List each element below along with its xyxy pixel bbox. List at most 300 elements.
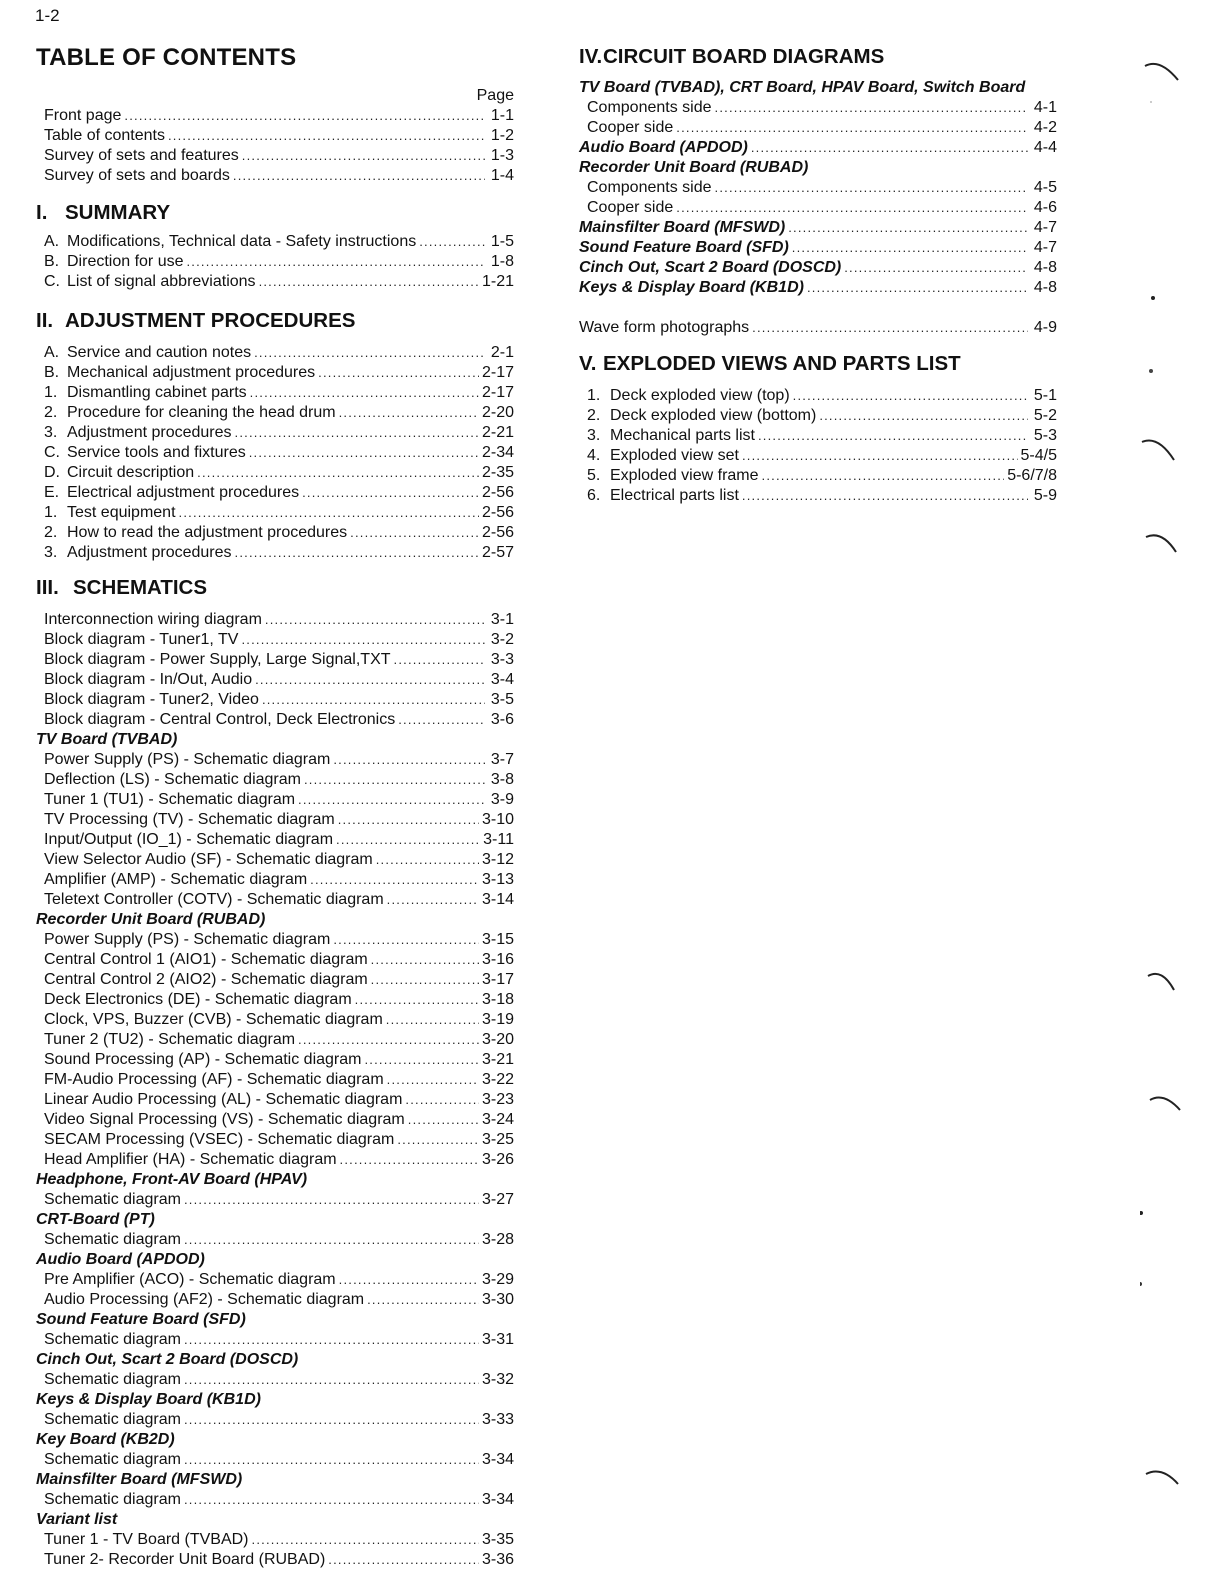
toc-entry-prefix: 6. xyxy=(587,487,601,504)
toc-entry-prefix: 1. xyxy=(44,384,58,401)
toc-entry-page: 3-28 xyxy=(481,1231,514,1248)
toc-entry[interactable] xyxy=(44,463,514,483)
dot-leader xyxy=(187,252,486,272)
toc-entry-text: Block diagram - In/Out, Audio xyxy=(44,671,253,688)
toc-entry-page: 3-10 xyxy=(481,811,514,828)
toc-entry[interactable] xyxy=(44,930,514,950)
toc-entry-page: 2-1 xyxy=(490,344,514,361)
toc-entry-label xyxy=(44,750,333,770)
dot-leader xyxy=(715,98,1028,118)
toc-entry-label xyxy=(44,990,355,1010)
toc-entry-page: 3-26 xyxy=(481,1151,514,1168)
toc-entry[interactable] xyxy=(579,238,1057,258)
dot-leader xyxy=(387,1070,479,1090)
toc-entry[interactable] xyxy=(44,630,514,650)
toc-entry-page: 4-7 xyxy=(1033,239,1057,256)
board-group xyxy=(36,1230,514,1250)
toc-entry[interactable] xyxy=(44,1010,514,1030)
toc-entry[interactable] xyxy=(587,98,1057,118)
toc-entry[interactable] xyxy=(44,423,514,443)
dot-leader xyxy=(333,930,479,950)
toc-entry-label xyxy=(44,1450,184,1470)
toc-entry-label xyxy=(587,406,819,426)
board-heading: Headphone, Front-AV Board (HPAV) xyxy=(36,1171,308,1188)
toc-entry-text: Service tools and fixtures xyxy=(67,444,246,461)
toc-entry-page: 3-20 xyxy=(481,1031,514,1048)
dot-leader xyxy=(752,318,1028,338)
toc-entry-label xyxy=(587,386,793,406)
toc-entry-page: 3-34 xyxy=(481,1451,514,1468)
toc-entry-page: 5-3 xyxy=(1033,427,1057,444)
section-heading xyxy=(36,198,514,228)
toc-entry-label xyxy=(44,790,298,810)
dot-leader xyxy=(242,146,485,166)
toc-entry-label xyxy=(44,670,255,690)
dot-leader xyxy=(310,870,479,890)
toc-entry[interactable] xyxy=(44,1130,514,1150)
dot-leader xyxy=(340,1150,479,1170)
toc-entry-text: Keys & Display Board (KB1D) xyxy=(579,279,804,296)
dot-leader xyxy=(336,830,480,850)
toc-entry-text: Procedure for cleaning the head drum xyxy=(67,404,336,421)
board-group xyxy=(36,1270,514,1310)
toc-entry-label xyxy=(44,232,419,252)
toc-entry-label xyxy=(44,1270,339,1290)
toc-entry-page: 3-15 xyxy=(481,931,514,948)
block-diagram-list xyxy=(36,610,514,730)
toc-entry[interactable] xyxy=(44,166,514,186)
toc-entry[interactable] xyxy=(44,483,514,503)
toc-entry-page: 5-1 xyxy=(1033,387,1057,404)
subsection-heading: TV Board (TVBAD), CRT Board, HPAV Board, Switch Board xyxy=(579,79,1026,96)
dot-leader xyxy=(394,650,485,670)
toc-entry-text: Deflection (LS) - Schematic diagram xyxy=(44,771,301,788)
toc-entry-text: Wave form photographs xyxy=(579,319,750,336)
toc-entry-text: Test equipment xyxy=(67,504,176,521)
toc-entry-text: FM-Audio Processing (AF) - Schematic diagram xyxy=(44,1071,384,1088)
toc-entry-label xyxy=(44,1230,184,1250)
toc-entry[interactable] xyxy=(579,138,1057,158)
summary-list xyxy=(36,232,514,292)
toc-entry-text: Amplifier (AMP) - Schematic diagram xyxy=(44,871,308,888)
toc-entry-label xyxy=(44,1070,387,1090)
section-title: EXPLODED VIEWS AND PARTS LIST xyxy=(603,352,961,375)
toc-entry-page: 3-9 xyxy=(490,791,514,808)
toc-entry-page: 5-2 xyxy=(1033,407,1057,424)
toc-entry[interactable] xyxy=(44,770,514,790)
toc-entry[interactable] xyxy=(44,690,514,710)
section-heading xyxy=(36,573,514,603)
dot-leader xyxy=(397,1130,479,1150)
toc-entry-label xyxy=(587,98,715,118)
scan-mark xyxy=(1145,64,1178,80)
toc-entry[interactable] xyxy=(44,106,514,126)
dot-leader xyxy=(387,890,479,910)
section-title: ADJUSTMENT PROCEDURES xyxy=(65,309,356,332)
toc-entry-text: Block diagram - Tuner1, TV xyxy=(44,631,239,648)
toc-entry-label xyxy=(587,118,676,138)
dot-leader xyxy=(262,690,485,710)
toc-entry-page: 4-1 xyxy=(1033,99,1057,116)
toc-entry[interactable] xyxy=(44,710,514,730)
toc-entry[interactable] xyxy=(44,650,514,670)
section-heading xyxy=(579,349,1057,379)
toc-entry-page: 2-21 xyxy=(481,424,514,441)
toc-entry[interactable] xyxy=(44,1450,514,1470)
toc-entry[interactable] xyxy=(44,1370,514,1390)
toc-entry[interactable] xyxy=(579,218,1057,238)
toc-entry-page: 3-31 xyxy=(481,1331,514,1348)
toc-entry[interactable] xyxy=(44,990,514,1010)
board-heading: Variant list xyxy=(36,1511,118,1528)
toc-entry-text: Modifications, Technical data - Safety instructions xyxy=(67,233,417,250)
toc-entry[interactable] xyxy=(44,1270,514,1290)
toc-entry-label xyxy=(44,423,235,443)
toc-entry[interactable] xyxy=(587,426,1057,446)
dot-leader xyxy=(398,710,485,730)
toc-entry-page: 2-56 xyxy=(481,504,514,521)
dot-leader xyxy=(304,770,485,790)
toc-entry-label xyxy=(44,106,124,126)
toc-entry-label xyxy=(44,1410,184,1430)
toc-entry-page: 3-4 xyxy=(490,671,514,688)
toc-entry-text: Tuner 2- Recorder Unit Board (RUBAD) xyxy=(44,1551,326,1568)
toc-entry[interactable] xyxy=(44,610,514,630)
board-heading: CRT-Board (PT) xyxy=(36,1211,155,1228)
page-number: 1-2 xyxy=(35,6,60,25)
scan-mark xyxy=(1140,1282,1142,1286)
toc-entry-page: 1-4 xyxy=(490,167,514,184)
scan-mark xyxy=(1146,535,1176,552)
toc-entry-page: 3-36 xyxy=(481,1551,514,1568)
toc-entry-text: Survey of sets and features xyxy=(44,147,239,164)
toc-entry-page: 4-2 xyxy=(1033,119,1057,136)
scan-mark xyxy=(1140,1211,1143,1215)
toc-entry[interactable] xyxy=(44,750,514,770)
dot-leader xyxy=(376,850,479,870)
toc-entry-text: Input/Output (IO_1) - Schematic diagram xyxy=(44,831,334,848)
toc-entry-label xyxy=(44,890,387,910)
toc-entry[interactable] xyxy=(44,950,514,970)
dot-leader xyxy=(233,166,485,186)
board-group xyxy=(36,1490,514,1510)
toc-entry-label xyxy=(44,1370,184,1390)
toc-entry[interactable] xyxy=(44,1110,514,1130)
toc-entry[interactable] xyxy=(44,850,514,870)
toc-entry-text: Mechanical adjustment procedures xyxy=(67,364,316,381)
toc-entry-prefix: E. xyxy=(44,484,60,501)
dot-leader xyxy=(252,1530,479,1550)
toc-entry-page: 3-14 xyxy=(481,891,514,908)
toc-entry-text: Exploded view frame xyxy=(610,467,759,484)
toc-entry[interactable] xyxy=(44,1050,514,1070)
dot-leader xyxy=(676,198,1028,218)
toc-entry-prefix: C. xyxy=(44,444,60,461)
board-heading: Key Board (KB2D) xyxy=(36,1431,175,1448)
toc-entry-page: 3-11 xyxy=(483,831,514,848)
toc-entry[interactable] xyxy=(587,446,1057,466)
toc-entry-label xyxy=(44,126,168,146)
dot-leader xyxy=(792,238,1028,258)
dot-leader xyxy=(364,1050,479,1070)
toc-entry-label xyxy=(44,1150,340,1170)
toc-entry[interactable] xyxy=(44,790,514,810)
toc-entry[interactable] xyxy=(44,1410,514,1430)
toc-entry-page: 2-56 xyxy=(481,484,514,501)
board-group xyxy=(36,750,514,910)
toc-entry-page: 3-7 xyxy=(490,751,514,768)
board-group xyxy=(36,1530,514,1570)
toc-entry[interactable] xyxy=(44,1190,514,1210)
toc-entry-text: Deck Electronics (DE) - Schematic diagram xyxy=(44,991,352,1008)
toc-entry-text: Schematic diagram xyxy=(44,1331,181,1348)
toc-entry-label xyxy=(44,483,302,503)
toc-entry[interactable] xyxy=(44,1030,514,1050)
dot-leader xyxy=(371,970,479,990)
scan-mark xyxy=(1146,1472,1178,1484)
toc-entry-prefix: 1. xyxy=(587,387,601,404)
toc-entry-label xyxy=(44,830,336,850)
dot-leader xyxy=(179,503,479,523)
dot-leader xyxy=(758,426,1028,446)
toc-entry-label xyxy=(44,252,187,272)
toc-entry[interactable] xyxy=(44,363,514,383)
toc-entry[interactable] xyxy=(579,258,1057,278)
toc-entry[interactable] xyxy=(44,1530,514,1550)
toc-entry[interactable] xyxy=(44,1230,514,1250)
toc-entry-page: 3-22 xyxy=(481,1071,514,1088)
toc-entry[interactable] xyxy=(587,406,1057,426)
dot-leader xyxy=(676,118,1028,138)
toc-entry[interactable] xyxy=(587,118,1057,138)
toc-entry[interactable] xyxy=(44,403,514,423)
circuit-boards-list xyxy=(579,78,1057,338)
toc-entry[interactable] xyxy=(44,1070,514,1090)
toc-entry-text: Cinch Out, Scart 2 Board (DOSCD) xyxy=(579,259,842,276)
dot-leader xyxy=(715,178,1028,198)
toc-entry[interactable] xyxy=(44,252,514,272)
toc-entry-page: 3-3 xyxy=(490,651,514,668)
board-group xyxy=(36,1410,514,1430)
toc-entry-text: Survey of sets and boards xyxy=(44,167,230,184)
toc-entry-label xyxy=(44,146,242,166)
toc-entry-label xyxy=(579,258,844,278)
toc-entry[interactable] xyxy=(44,523,514,543)
dot-leader xyxy=(844,258,1028,278)
toc-entry-label xyxy=(44,343,254,363)
toc-entry-label xyxy=(44,1190,184,1210)
scan-mark xyxy=(1149,369,1153,373)
toc-entry[interactable] xyxy=(587,178,1057,198)
toc-entry[interactable] xyxy=(44,126,514,146)
dot-leader xyxy=(184,1230,479,1250)
dot-leader xyxy=(328,1550,479,1570)
toc-entry-text: Tuner 1 - TV Board (TVBAD) xyxy=(44,1531,249,1548)
dot-leader xyxy=(419,232,485,252)
toc-entry-prefix: 3. xyxy=(587,427,601,444)
toc-entry[interactable] xyxy=(44,146,514,166)
toc-entry-page: 2-57 xyxy=(481,544,514,561)
toc-entry-prefix: 2. xyxy=(44,524,58,541)
toc-entry-label xyxy=(44,543,235,563)
toc-entry-text: Linear Audio Processing (AL) - Schematic diagram xyxy=(44,1091,403,1108)
section-title: SCHEMATICS xyxy=(73,576,208,599)
toc-entry[interactable] xyxy=(44,810,514,830)
toc-entry-text: Block diagram - Central Control, Deck Electronics xyxy=(44,711,396,728)
toc-entry-label xyxy=(44,1330,184,1350)
schematics-list xyxy=(36,610,514,1570)
toc-entry-label xyxy=(44,443,249,463)
toc-entry[interactable] xyxy=(579,318,1057,338)
toc-entry-label xyxy=(44,710,398,730)
toc-entry-label xyxy=(579,318,752,338)
toc-entry[interactable] xyxy=(44,383,514,403)
toc-entry[interactable] xyxy=(44,232,514,252)
board-heading: Audio Board (APDOD) xyxy=(36,1251,205,1268)
section-number: II. xyxy=(36,309,54,332)
dot-leader xyxy=(235,423,479,443)
dot-leader xyxy=(184,1490,479,1510)
toc-entry-label xyxy=(44,1490,184,1510)
section-exploded-views xyxy=(579,349,1057,506)
toc-entry[interactable] xyxy=(587,466,1057,486)
toc-entry-label xyxy=(44,403,339,423)
toc-entry[interactable] xyxy=(44,1490,514,1510)
toc-entry-page: 1-3 xyxy=(490,147,514,164)
section-heading xyxy=(36,306,514,336)
toc-entry-label xyxy=(44,690,262,710)
dot-leader xyxy=(241,630,485,650)
toc-entry[interactable] xyxy=(44,1290,514,1310)
toc-entry-page: 5-4/5 xyxy=(1020,447,1057,464)
toc-entry-text: Mainsfilter Board (MFSWD) xyxy=(579,219,786,236)
toc-entry-prefix: 4. xyxy=(587,447,601,464)
front-matter xyxy=(36,86,514,186)
toc-entry[interactable] xyxy=(44,443,514,463)
board-group xyxy=(36,1370,514,1390)
toc-entry-text: Clock, VPS, Buzzer (CVB) - Schematic diagram xyxy=(44,1011,383,1028)
toc-entry-label xyxy=(587,426,758,446)
toc-entry-text: Dismantling cabinet parts xyxy=(67,384,247,401)
section-heading xyxy=(579,42,1057,72)
toc-entry-page: 3-25 xyxy=(481,1131,514,1148)
scan-margin-marks xyxy=(1140,50,1190,1500)
front-matter-list xyxy=(36,106,514,186)
toc-entry-text: Pre Amplifier (ACO) - Schematic diagram xyxy=(44,1271,336,1288)
toc-entry[interactable] xyxy=(587,486,1057,506)
toc-entry-page: 3-24 xyxy=(481,1111,514,1128)
board-group xyxy=(36,1330,514,1350)
toc-entry-page: 3-5 xyxy=(490,691,514,708)
toc-entry-text: Block diagram - Power Supply, Large Signal,TXT xyxy=(44,651,391,668)
toc-entry-label xyxy=(44,463,197,483)
toc-entry-page: 3-29 xyxy=(481,1271,514,1288)
toc-entry-prefix: 2. xyxy=(44,404,58,421)
toc-entry-text: Head Amplifier (HA) - Schematic diagram xyxy=(44,1151,337,1168)
toc-entry[interactable] xyxy=(44,272,514,292)
toc-entry-text: Schematic diagram xyxy=(44,1411,181,1428)
toc-entry[interactable] xyxy=(44,1150,514,1170)
toc-entry[interactable] xyxy=(44,503,514,523)
toc-entry[interactable] xyxy=(44,870,514,890)
toc-entry[interactable] xyxy=(44,670,514,690)
toc-entry[interactable] xyxy=(587,386,1057,406)
toc-entry-text: Mechanical parts list xyxy=(610,427,755,444)
scan-mark xyxy=(1151,296,1155,300)
toc-entry-label xyxy=(587,178,715,198)
toc-entry[interactable] xyxy=(44,1090,514,1110)
toc-entry-page: 2-34 xyxy=(481,444,514,461)
board-heading: Cinch Out, Scart 2 Board (DOSCD) xyxy=(36,1351,299,1368)
toc-entry[interactable] xyxy=(44,1550,514,1570)
dot-leader xyxy=(367,1290,479,1310)
toc-entry-text: SECAM Processing (VSEC) - Schematic diagram xyxy=(44,1131,395,1148)
toc-entry[interactable] xyxy=(44,890,514,910)
dot-leader xyxy=(338,810,479,830)
board-heading: Recorder Unit Board (RUBAD) xyxy=(36,911,266,928)
toc-entry-page: 3-34 xyxy=(481,1491,514,1508)
dot-leader xyxy=(350,523,479,543)
toc-entry-text: Tuner 1 (TU1) - Schematic diagram xyxy=(44,791,296,808)
dot-leader xyxy=(788,218,1028,238)
toc-entry-page: 3-12 xyxy=(481,851,514,868)
toc-entry[interactable] xyxy=(44,970,514,990)
dot-leader xyxy=(184,1450,479,1470)
toc-entry-page: 3-33 xyxy=(481,1411,514,1428)
toc-entry[interactable] xyxy=(587,198,1057,218)
section-schematics xyxy=(36,573,514,1570)
dot-leader xyxy=(298,790,485,810)
page-column-header: Page xyxy=(476,87,514,104)
toc-entry-prefix: B. xyxy=(44,364,60,381)
toc-entry-page: 3-6 xyxy=(490,711,514,728)
section-number: I. xyxy=(36,201,48,224)
toc-entry-label xyxy=(44,1550,328,1570)
dot-leader xyxy=(235,543,479,563)
dot-leader xyxy=(318,363,479,383)
toc-entry-label xyxy=(44,950,371,970)
section-summary xyxy=(36,198,514,292)
toc-entry[interactable] xyxy=(579,278,1057,298)
scan-mark xyxy=(1148,974,1174,990)
toc-entry-page: 2-17 xyxy=(481,364,514,381)
toc-entry-text: Front page xyxy=(44,107,122,124)
toc-entry-text: Service and caution notes xyxy=(67,344,252,361)
dot-leader xyxy=(339,403,479,423)
toc-entry-label xyxy=(44,1030,298,1050)
toc-entry-page: 3-2 xyxy=(490,631,514,648)
toc-entry[interactable] xyxy=(44,543,514,563)
dot-leader xyxy=(742,446,1018,466)
toc-entry-label xyxy=(44,503,179,523)
toc-entry-text: How to read the adjustment procedures xyxy=(67,524,348,541)
dot-leader xyxy=(386,1010,479,1030)
dot-leader xyxy=(807,278,1028,298)
toc-entry-label xyxy=(587,466,762,486)
toc-entry[interactable] xyxy=(44,830,514,850)
toc-entry[interactable] xyxy=(44,343,514,363)
scan-mark xyxy=(1142,440,1174,460)
toc-entry-page: 3-35 xyxy=(481,1531,514,1548)
toc-entry[interactable] xyxy=(44,1330,514,1350)
adjustment-list xyxy=(36,343,514,563)
dot-leader xyxy=(255,670,485,690)
toc-entry-text: Schematic diagram xyxy=(44,1231,181,1248)
toc-entry-page: 1-5 xyxy=(490,233,514,250)
toc-entry-text: Electrical parts list xyxy=(610,487,739,504)
toc-entry-label xyxy=(587,198,676,218)
dot-leader xyxy=(124,106,485,126)
